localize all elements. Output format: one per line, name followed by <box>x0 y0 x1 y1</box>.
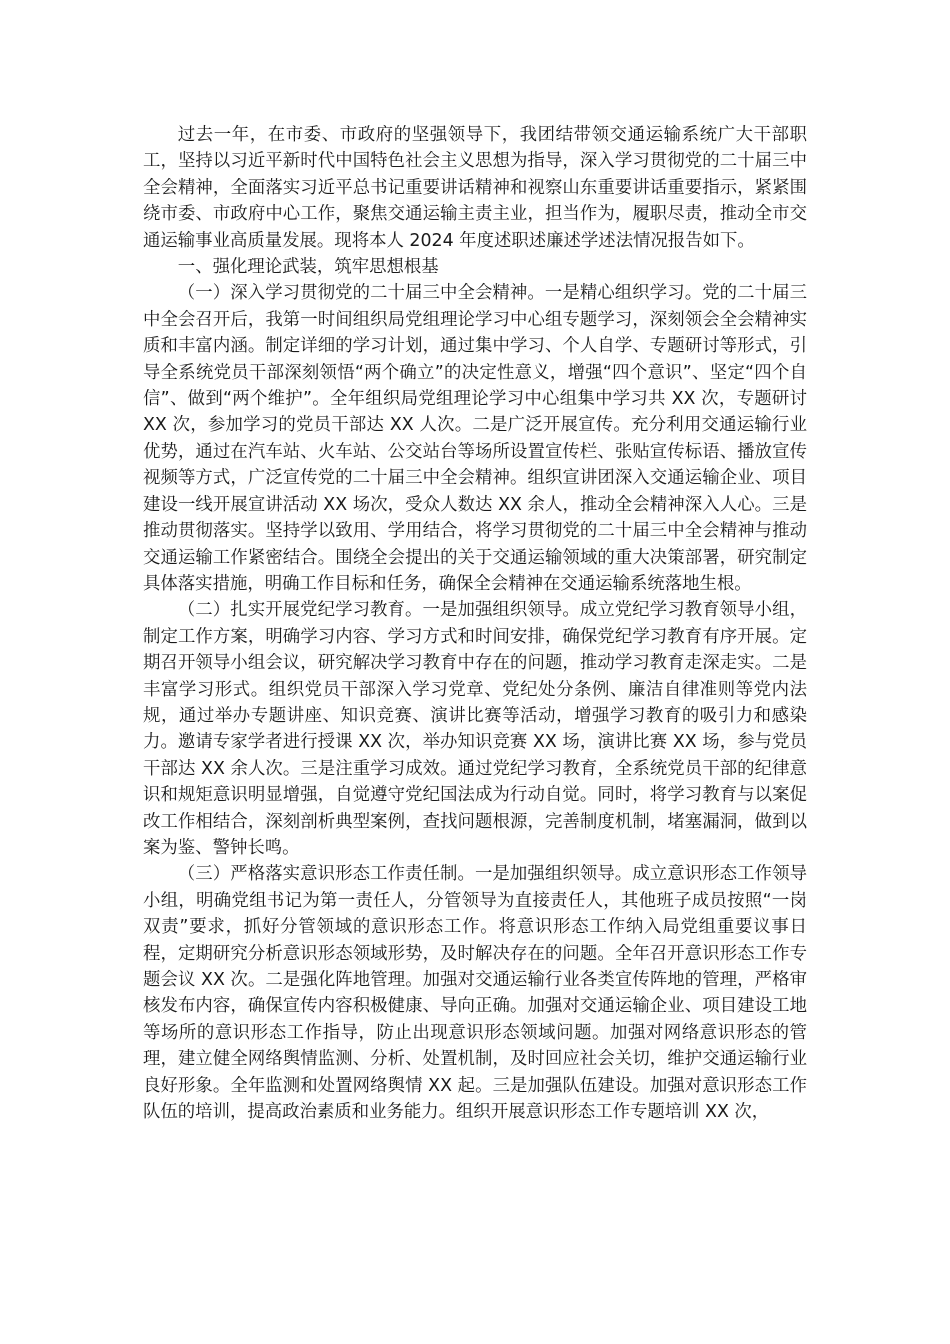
subsection-paragraph-3: （三）严格落实意识形态工作责任制。一是加强组织领导。成立意识形态工作领导小组，明确党组书记为第一责任人，分管领导为直接责任人，其他班子成员按照“一岗双责”要求，抓好分管领域的意识形态工作。将意识形态工作纳入局党组重要议事日程，定期研究分析意识形态领域形势，及时解决存在的问题。全年召开意识形态工作专题会议 XX 次。二是强化阵地管理。加强对交通运输行业各类宣传阵地的管理，严格审核发布内容，确保宣传内容积极健康、导向正确。加强对交通运输企业、项目建设工地等场所的意识形态工作指导，防止出现意识形态领域问题。加强对网络意识形态的管理，建立健全网络舆情监测、分析、处置机制，及时回应社会关切，维护交通运输行业良好形象。全年监测和处置网络舆情 XX 起。三是加强队伍建设。加强对意识形态工作队伍的培训，提高政治素质和业务能力。组织开展意识形态工作专题培训 XX 次， <box>143 864 807 1123</box>
subsection-paragraph-1: （一）深入学习贯彻党的二十届三中全会精神。一是精心组织学习。党的二十届三中全会召开后，我第一时间组织局党组理论学习中心组专题学习，深刻领会全会精神实质和丰富内涵。制定详细的学习计划，通过集中学习、个人自学、专题研讨等形式，引导全系统党员干部深刻领悟“两个确立”的决定性意义，增强“四个意识”、坚定“四个自信”、做到“两个维护”。全年组织局党组理论学习中心组集中学习共 XX 次，专题研讨 XX 次，参加学习的党员干部达 XX 人次。二是广泛开展宣传。充分利用交通运输行业优势，通过在汽车站、火车站、公交站台等场所设置宣传栏、张贴宣传标语、播放宣传视频等方式，广泛宣传党的二十届三中全会精神。组织宣讲团深入交通运输企业、项目建设一线开展宣讲活动 XX 场次，受众人数达 XX 余人，推动全会精神深入人心。三是推动贯彻落实。坚持学以致用、学用结合，将学习贯彻党的二十届三中全会精神与推动交通运输工作紧密结合。围绕全会提出的关于交通运输领域的重大决策部署，研究制定具体落实措施，明确工作目标和任务，确保全会精神在交通运输系统落地生根。 <box>143 283 807 594</box>
section-heading: 一、强化理论武装，筑牢思想根基 <box>177 257 439 278</box>
document-body <box>143 122 807 1125</box>
intro-paragraph: 过去一年，在市委、市政府的坚强领导下，我团结带领交通运输系统广大干部职工，坚持以习近平新时代中国特色社会主义思想为指导，深入学习贯彻党的二十届三中全会精神，全面落实习近平总书记重要讲话精神和视察山东重要讲话重要指示，紧紧围绕市委、市政府中心工作，聚焦交通运输主责主业，担当作为，履职尽责，推动全市交通运输事业高质量发展。现将本人 2024 年度述职述廉述学述法情况报告如下。 <box>143 125 807 251</box>
subsection-paragraph-2: （二）扎实开展党纪学习教育。一是加强组织领导。成立党纪学习教育领导小组，制定工作方案，明确学习内容、学习方式和时间安排，确保党纪学习教育有序开展。定期召开领导小组会议，研究解决学习教育中存在的问题，推动学习教育走深走实。二是丰富学习形式。组织党员干部深入学习党章、党纪处分条例、廉洁自律准则等党内法规，通过举办专题讲座、知识竞赛、演讲比赛等活动，增强学习教育的吸引力和感染力。邀请专家学者进行授课 XX 次，举办知识竞赛 XX 场，演讲比赛 XX 场，参与党员干部达 XX 余人次。三是注重学习成效。通过党纪学习教育，全系统党员干部的纪律意识和规矩意识明显增强，自觉遵守党纪国法成为行动自觉。同时，将学习教育与以案促改工作相结合，深刻剖析典型案例，查找问题根源，完善制度机制，堵塞漏洞，做到以案为鉴、警钟长鸣。 <box>143 600 807 858</box>
